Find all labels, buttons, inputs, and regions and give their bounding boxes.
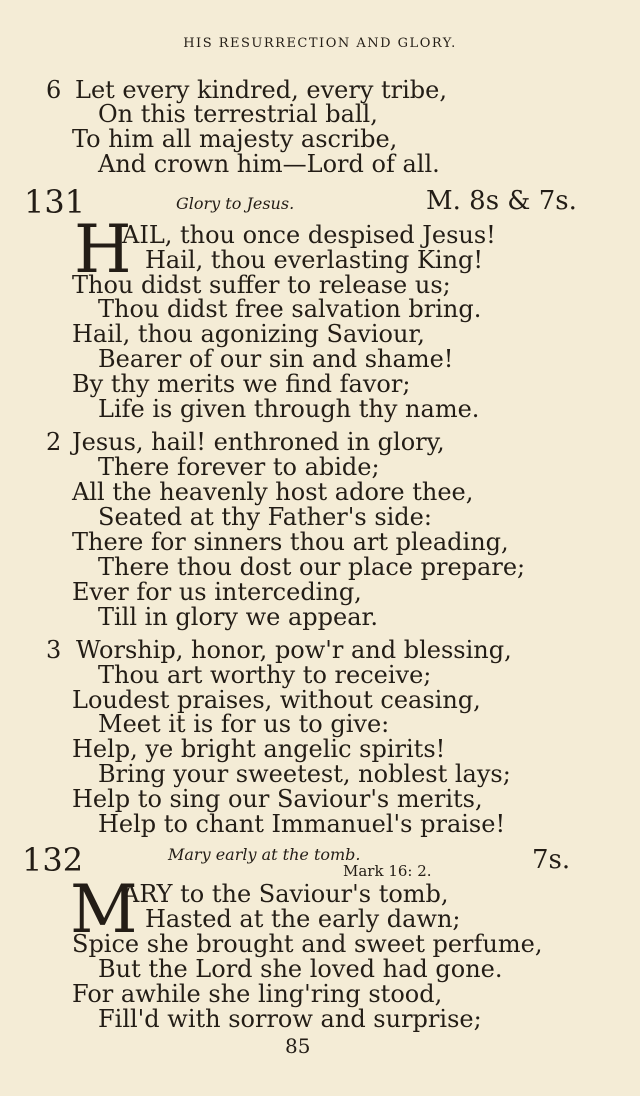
verse-line: Worship, honor, pow'r and blessing, — [76, 636, 512, 664]
hymn-number: 132 — [22, 841, 84, 879]
verse-line: Thou didst suffer to release us; — [72, 271, 451, 299]
hymn-number: 131 — [24, 183, 86, 221]
page-number: 85 — [285, 1034, 311, 1058]
verse-line: Till in glory we appear. — [98, 603, 378, 631]
verse-line: Thou art worthy to receive; — [98, 661, 432, 689]
hymn-meter: 7s. — [532, 845, 571, 875]
verse-line: Thou didst free salvation bring. — [98, 295, 482, 323]
verse-line: But the Lord she loved had gone. — [98, 955, 503, 983]
drop-cap: H — [74, 211, 132, 288]
verse-line: And crown him—Lord of all. — [98, 150, 440, 178]
verse-line: Life is given through thy name. — [98, 395, 480, 423]
verse-line: Bearer of our sin and shame! — [98, 345, 454, 373]
scripture-reference: Mark 16: 2. — [343, 862, 432, 880]
hymn-meter: M. 8s & 7s. — [426, 186, 577, 216]
verse-line: Fill'd with sorrow and surprise; — [98, 1005, 482, 1033]
verse-line: Jesus, hail! enthroned in glory, — [72, 428, 445, 456]
verse-line: By thy merits we find favor; — [72, 370, 411, 398]
verse-number: 2 — [46, 428, 62, 456]
drop-cap: M — [70, 871, 138, 948]
verse-line: There forever to abide; — [98, 453, 380, 481]
verse-line: ARY to the Saviour's tomb, — [122, 880, 449, 908]
verse-line: Meet it is for us to give: — [98, 710, 390, 738]
verse-line: Loudest praises, without ceasing, — [72, 686, 481, 714]
verse-line: Help to chant Immanuel's praise! — [98, 810, 506, 838]
verse-line: For awhile she ling'ring stood, — [72, 980, 443, 1008]
running-header: HIS RESURRECTION AND GLORY. — [183, 36, 457, 51]
verse-line: Help, ye bright angelic spirits! — [72, 735, 446, 763]
verse-line: Hasted at the early dawn; — [145, 905, 461, 933]
verse-line: Hail, thou agonizing Saviour, — [72, 320, 425, 348]
hymn-title: Mary early at the tomb. — [168, 845, 361, 864]
hymn-title: Glory to Jesus. — [176, 194, 295, 213]
verse-line: There for sinners thou art pleading, — [72, 528, 509, 556]
verse-line: Hail, thou everlasting King! — [145, 246, 484, 274]
verse-line: AIL, thou once despised Jesus! — [122, 221, 496, 249]
verse-line: Ever for us interceding, — [72, 578, 362, 606]
verse-number: 3 — [46, 636, 62, 664]
verse-line: Spice she brought and sweet perfume, — [72, 930, 543, 958]
verse-line: To him all majesty ascribe, — [72, 125, 398, 153]
verse-line: Bring your sweetest, noblest lays; — [98, 760, 511, 788]
verse-line: There thou dost our place prepare; — [98, 553, 526, 581]
verse-line: All the heavenly host adore thee, — [72, 478, 474, 506]
verse-line: Seated at thy Father's side: — [98, 503, 432, 531]
verse-line: Let every kindred, every tribe, — [75, 76, 447, 104]
verse-line: On this terrestrial ball, — [98, 100, 378, 128]
verse-number: 6 — [46, 76, 62, 104]
verse-line: Help to sing our Saviour's merits, — [72, 785, 483, 813]
